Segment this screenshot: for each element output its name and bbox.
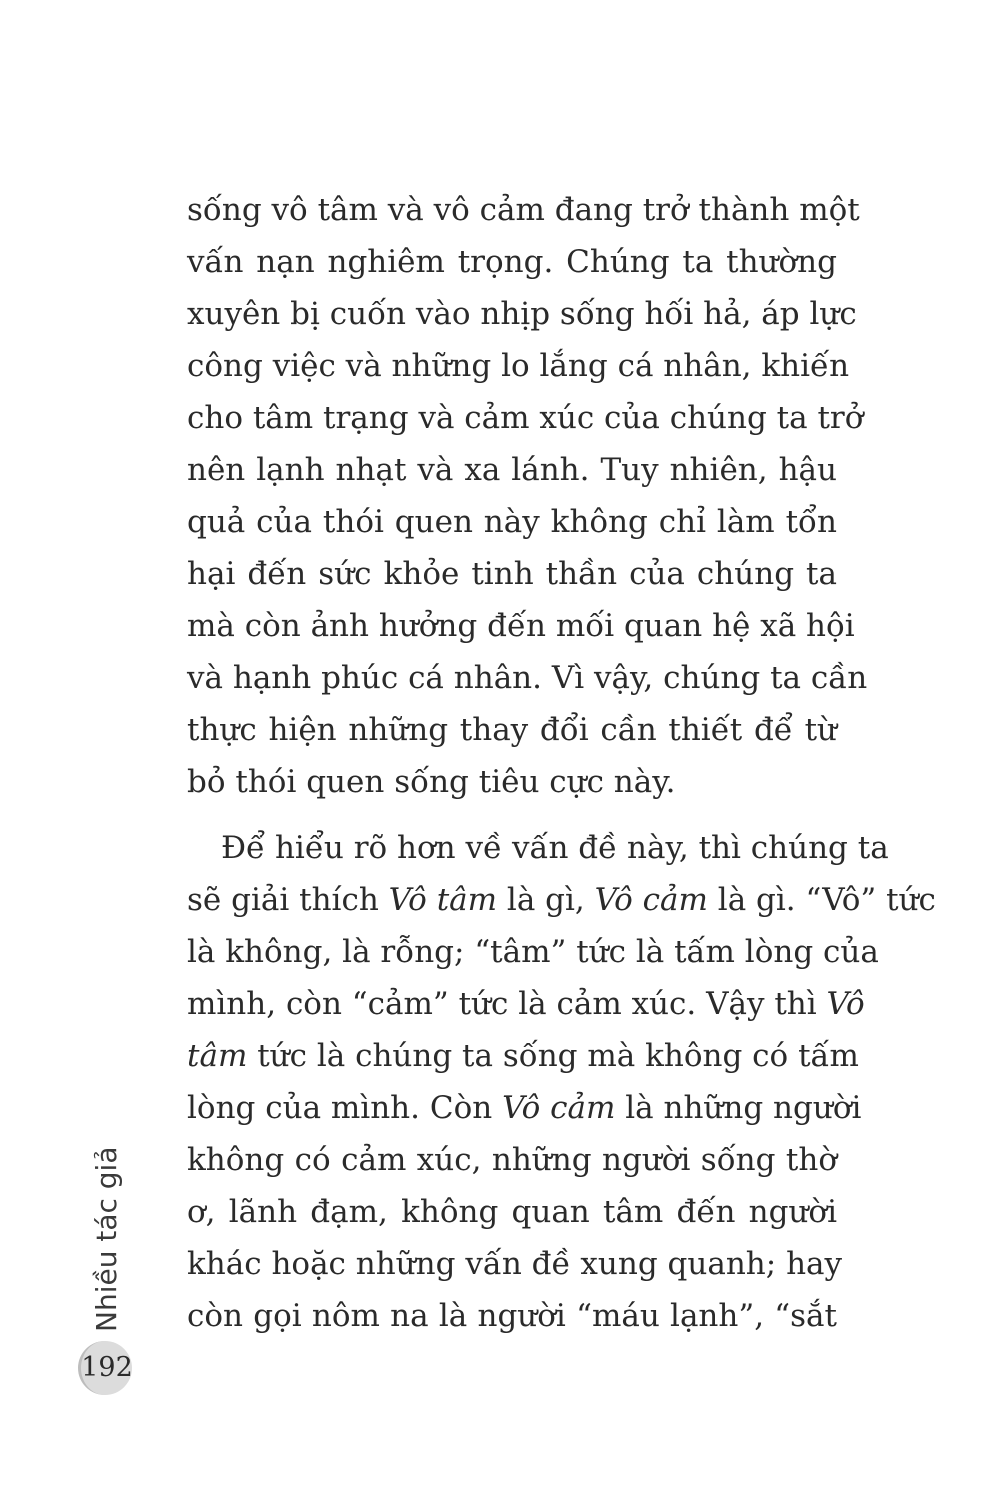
text-run: bỏ thói quen sống tiêu cực này. [187, 764, 676, 800]
text-run: hại đến sức khỏe tinh thần của chúng ta [187, 556, 837, 592]
text-run: và hạnh phúc cá nhân. Vì vậy, chúng ta cần [187, 660, 868, 696]
italic-term: tâm [187, 1038, 248, 1074]
text-line [187, 926, 879, 978]
text-run: sống vô tâm và vô cảm đang trở thành một [187, 192, 860, 228]
text-line [187, 1082, 862, 1134]
text-line [187, 288, 857, 340]
text-line [187, 236, 837, 288]
text-run: là gì. “Vô” tức [707, 882, 936, 918]
text-run: xuyên bị cuốn vào nhịp sống hối hả, áp lực [187, 296, 857, 332]
text-line [187, 1186, 837, 1238]
text-run: Để hiểu rõ hơn về vấn đề này, thì chúng ta [221, 830, 889, 866]
text-run: sẽ giải thích [187, 882, 389, 918]
text-line [187, 704, 837, 756]
italic-term: Vô cảm [594, 882, 708, 918]
text-line [187, 184, 860, 236]
text-run: mà còn ảnh hưởng đến mối quan hệ xã hội [187, 608, 855, 644]
text-run: ơ, lãnh đạm, không quan tâm đến người [187, 1194, 837, 1230]
text-line [187, 1134, 837, 1186]
text-line [187, 652, 868, 704]
paragraph-1 [187, 184, 868, 808]
author-label: Nhiều tác giả [90, 1146, 123, 1332]
text-run: quả của thói quen này không chỉ làm tổn [187, 504, 837, 540]
text-run: mình, còn “cảm” tức là cảm xúc. Vậy thì [187, 986, 827, 1022]
text-line [187, 496, 837, 548]
paragraph-2 [187, 822, 936, 1342]
italic-term: Vô tâm [388, 882, 498, 918]
text-run: công việc và những lo lắng cá nhân, khiến [187, 348, 850, 384]
text-run: lòng của mình. Còn [187, 1090, 503, 1126]
italic-term: Vô [826, 986, 865, 1022]
text-run: còn gọi nôm na là người “máu lạnh”, “sắt [187, 1298, 837, 1334]
text-line [187, 1030, 859, 1082]
text-run: không có cảm xúc, những người sống thờ [187, 1142, 837, 1178]
text-line [187, 978, 865, 1030]
text-run: là không, là rỗng; “tâm” tức là tấm lòng của [187, 934, 879, 970]
text-line [187, 1290, 837, 1342]
text-run: nên lạnh nhạt và xa lánh. Tuy nhiên, hậu [187, 452, 837, 488]
italic-term: Vô cảm [502, 1090, 616, 1126]
text-line [187, 548, 837, 600]
text-line [187, 756, 837, 808]
text-line [187, 392, 864, 444]
text-run: tức là chúng ta sống mà không có tấm [247, 1038, 859, 1074]
text-line [187, 822, 889, 874]
text-run: vấn nạn nghiêm trọng. Chúng ta thường [187, 244, 837, 280]
page-number: 192 [81, 1352, 133, 1383]
text-run: là những người [615, 1090, 862, 1126]
text-run: thực hiện những thay đổi cần thiết để từ [187, 712, 837, 748]
text-line [187, 600, 855, 652]
text-run: khác hoặc những vấn đề xung quanh; hay [187, 1246, 843, 1282]
text-run: là gì, [497, 882, 595, 918]
text-line [187, 874, 936, 926]
text-line [187, 1238, 843, 1290]
text-line [187, 340, 850, 392]
text-run: cho tâm trạng và cảm xúc của chúng ta trở [187, 400, 864, 436]
text-line [187, 444, 837, 496]
